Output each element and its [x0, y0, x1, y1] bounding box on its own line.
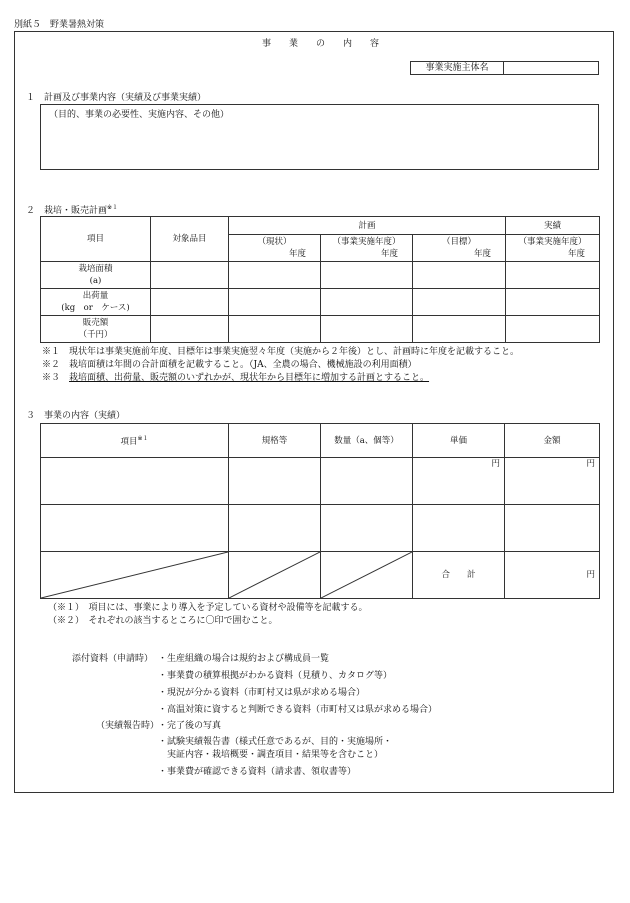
- total-row: [41, 552, 600, 599]
- cell[interactable]: [505, 505, 600, 552]
- row-label-unit: (a): [89, 276, 102, 286]
- cell[interactable]: [321, 316, 413, 343]
- sec3-note: [48, 613, 278, 626]
- sec2-note: [42, 357, 417, 370]
- sec2-note: [42, 344, 519, 357]
- cell[interactable]: [151, 262, 229, 289]
- row-label: [41, 316, 151, 343]
- sec2-heading-note-ref: ※１: [107, 204, 119, 211]
- sec3-note: [48, 600, 368, 613]
- col-item-note-ref: ※１: [137, 435, 149, 443]
- sub-goal-label: （目標）: [442, 237, 477, 247]
- note-text: 項目には、事業により導入を予定している資材や設備等を記載する。: [88, 603, 368, 613]
- yen-label: 円: [586, 570, 595, 580]
- attach-label-app: 添付資料（申請時）: [72, 654, 154, 664]
- cell[interactable]: [413, 289, 506, 316]
- cell[interactable]: [41, 505, 229, 552]
- attach-item: ・事業費が確認できる資料（請求書、領収書等）: [158, 767, 357, 777]
- total-amount-cell[interactable]: [505, 552, 600, 599]
- year-label: 年度: [380, 249, 398, 259]
- slash-line: [41, 552, 228, 598]
- entity-name-field[interactable]: [503, 61, 599, 75]
- business-content-table: [40, 423, 600, 599]
- attach-item: ・試験実績報告書（様式任意であるが、目的・実施場所・: [158, 737, 393, 747]
- col-target: 対象品目: [151, 217, 229, 262]
- cell[interactable]: [229, 458, 321, 505]
- cell[interactable]: [321, 505, 413, 552]
- col-actual: 実績: [506, 217, 600, 235]
- note-text: 栽培面積、出荷量、販売額のいずれかが、現状年から目標年に増加する計画とすること。: [69, 373, 430, 383]
- slash-line: [321, 552, 412, 598]
- sec2-heading-text: ２ 栽培・販売計画: [26, 206, 108, 216]
- note-mark: ※３: [42, 373, 61, 383]
- note-text: 栽培面積は年間の合計面積を記載すること。（JA、全農の場合、機械施設の利用面積）: [69, 360, 417, 370]
- cell[interactable]: [413, 316, 506, 343]
- slashed-cell: [321, 552, 413, 599]
- cell[interactable]: [506, 262, 600, 289]
- sec2-note: [42, 370, 429, 383]
- row-label-unit: （千円）: [78, 330, 113, 340]
- cell[interactable]: [229, 505, 321, 552]
- table-row: [41, 262, 600, 289]
- note-mark: ※２: [42, 360, 61, 370]
- row-label: [41, 262, 151, 289]
- entity-label: 事業実施主体名: [425, 63, 489, 73]
- note-mark: （※２）: [48, 616, 80, 626]
- cell[interactable]: [229, 316, 321, 343]
- row-label-unit: (kg or ケース): [61, 303, 130, 313]
- sub-impl-label: （事業実施年度）: [332, 237, 401, 247]
- year-label: 年度: [288, 249, 306, 259]
- col-item-label: 項目: [120, 436, 138, 447]
- cell[interactable]: [229, 262, 321, 289]
- sub-actual: [506, 235, 600, 262]
- amount-cell[interactable]: [505, 458, 600, 505]
- sales-plan-table: [40, 216, 600, 343]
- sub-current-label: （現状）: [257, 237, 292, 247]
- yen-label: 円: [586, 459, 595, 469]
- cell[interactable]: [41, 458, 229, 505]
- cell[interactable]: [506, 289, 600, 316]
- attach-item: 実証内容・栽培概要・調査項目・結果等を含むこと）: [158, 750, 384, 760]
- table-row: [41, 289, 600, 316]
- col-unit-price: 単価: [413, 424, 505, 458]
- sec1-box-text: （目的、事業の必要性、実施内容、その他）: [49, 110, 230, 120]
- sec3-heading: ３ 事業の内容（実績）: [26, 411, 126, 421]
- col-item: 項目: [41, 217, 151, 262]
- cell[interactable]: [321, 289, 413, 316]
- cell[interactable]: [151, 289, 229, 316]
- document-label: 別紙５ 野業暑熱対策: [14, 20, 105, 30]
- note-mark: ※１: [42, 347, 61, 357]
- yen-label: 円: [491, 459, 500, 469]
- col-qty: 数量（a、個等）: [321, 424, 413, 458]
- col-item: [41, 424, 229, 458]
- cell[interactable]: [321, 262, 413, 289]
- note-mark: （※１）: [48, 603, 80, 613]
- attach-label-report: （実績報告時）: [96, 721, 160, 731]
- row-label: [41, 289, 151, 316]
- total-label: 合 計: [413, 552, 505, 599]
- unit-price-cell[interactable]: [413, 458, 505, 505]
- sub-goal: [413, 235, 506, 262]
- sec1-heading: １ 計画及び事業内容（実績及び事業実績）: [26, 93, 207, 103]
- page-title: 事 業 の 内 容: [262, 39, 380, 49]
- sub-current: [229, 235, 321, 262]
- slash-line: [229, 552, 320, 598]
- note-text: それぞれの該当するところに〇印で囲むこと。: [88, 616, 278, 626]
- sub-impl: [321, 235, 413, 262]
- attach-item: ・完了後の写真: [158, 721, 222, 731]
- cell[interactable]: [506, 316, 600, 343]
- cell[interactable]: [229, 289, 321, 316]
- attach-item: ・現況が分かる資料（市町村又は県が求める場合）: [158, 688, 366, 698]
- table-row: [41, 316, 600, 343]
- cell[interactable]: [413, 262, 506, 289]
- sub-actual-label: （事業実施年度）: [518, 237, 587, 247]
- attach-item: ・高温対策に資すると判断できる資料（市町村又は県が求める場合）: [158, 705, 438, 715]
- attach-item: ・事業費の積算根拠がわかる資料（見積り、カタログ等）: [158, 671, 393, 681]
- row-label-main: 出荷量: [82, 291, 109, 301]
- row-label-main: 栽培面積: [78, 264, 113, 274]
- year-label: 年度: [474, 249, 492, 259]
- row-label-main: 販売額: [82, 318, 109, 328]
- note-text: 現状年は事業実施前年度、目標年は事業実施翌々年度（実施から２年後）とし、計画時に年度を記載すること。: [69, 347, 520, 357]
- cell[interactable]: [413, 505, 505, 552]
- col-amount: 金額: [505, 424, 600, 458]
- slashed-cell: [41, 552, 229, 599]
- col-plan: 計画: [229, 217, 506, 235]
- slashed-cell: [229, 552, 321, 599]
- sec2-heading: [26, 202, 118, 216]
- cell[interactable]: [321, 458, 413, 505]
- table-row: [41, 458, 600, 505]
- year-label: 年度: [568, 249, 586, 259]
- col-spec: 規格等: [229, 424, 321, 458]
- sec1-content-box[interactable]: [40, 104, 599, 170]
- attach-item: ・生産組織の場合は規約および構成員一覧: [158, 654, 330, 664]
- table-row: [41, 505, 600, 552]
- entity-label-cell: [410, 61, 504, 75]
- cell[interactable]: [151, 316, 229, 343]
